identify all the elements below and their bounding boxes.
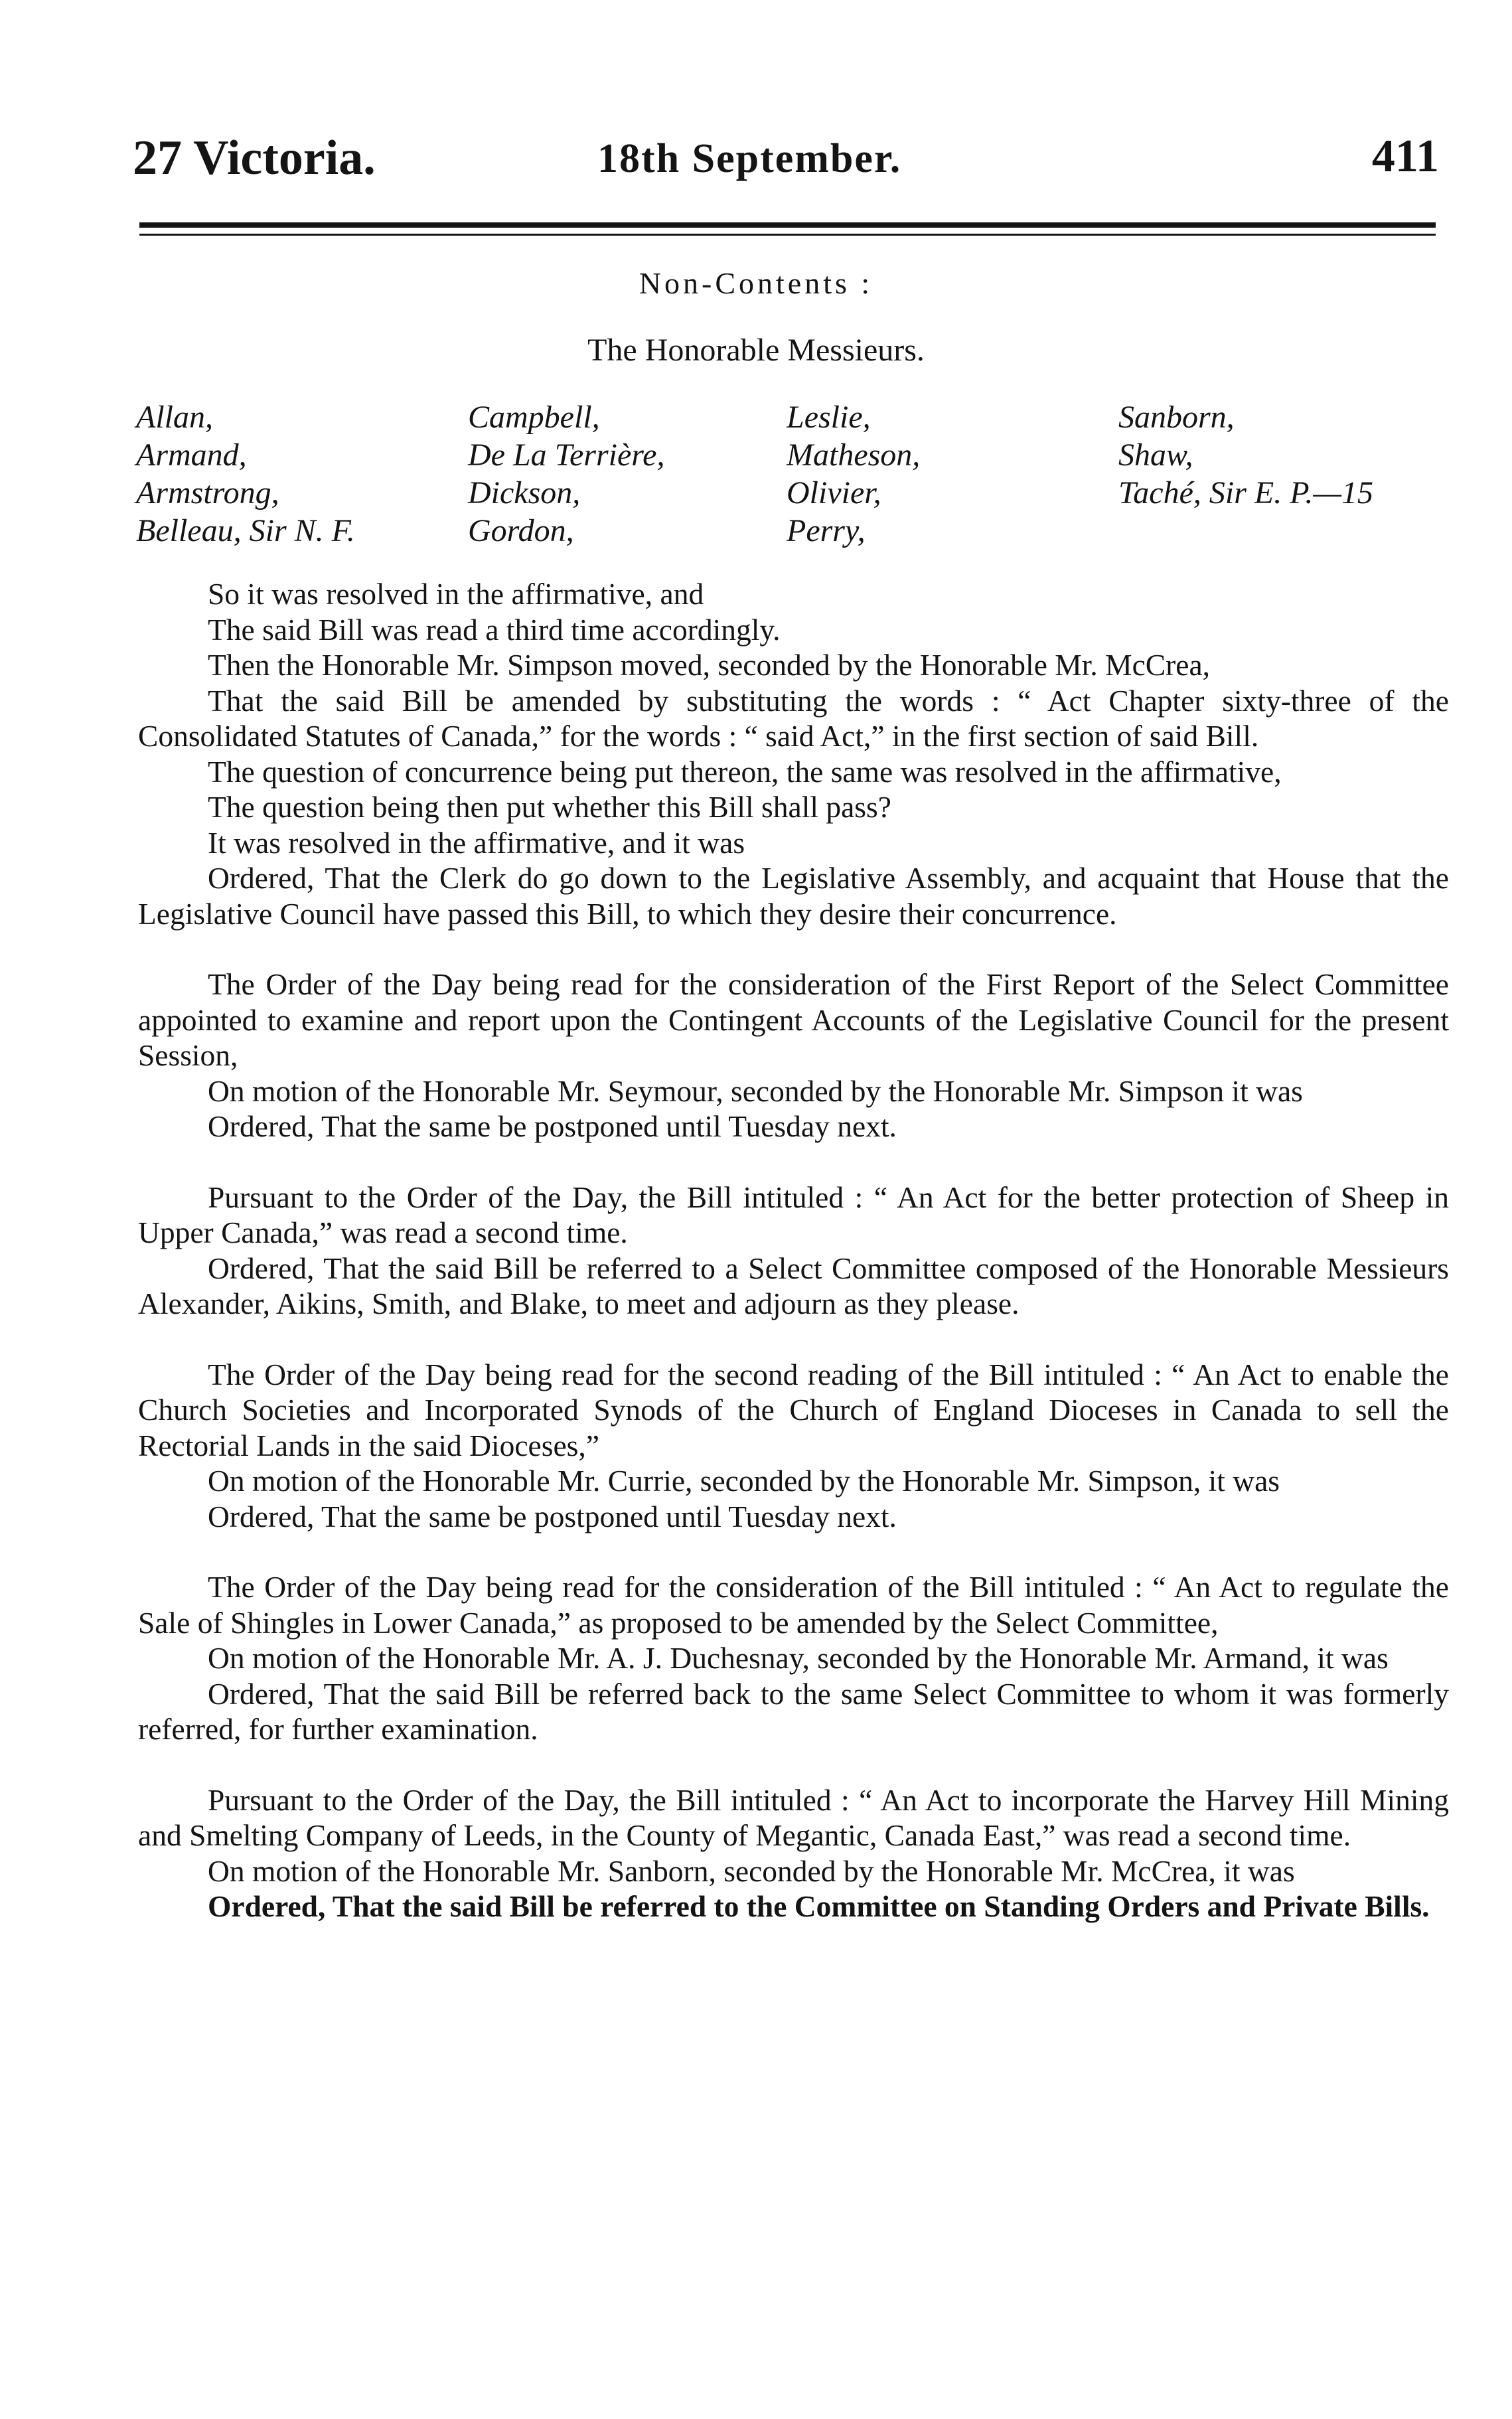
page-number: 411 — [1371, 131, 1439, 182]
paragraph: The Order of the Day being read for the consideration of the Bill intituled : “ An Act to regulate the Sale of Shingles in Lower Canada,” as proposed to be amended by the Select Committee, — [138, 1570, 1449, 1640]
names-column-2 — [468, 398, 664, 550]
header-rule-thick — [139, 222, 1436, 228]
paragraph: On motion of the Honorable Mr. A. J. Duchesnay, seconded by the Honorable Mr. Armand, it was — [208, 1641, 1389, 1675]
member-name: Matheson, — [787, 437, 921, 473]
paragraph: On motion of the Honorable Mr. Seymour, seconded by the Honorable Mr. Simpson it was — [208, 1073, 1303, 1108]
journal-body — [138, 576, 1449, 1924]
paragraph: The question of concurrence being put thereon, the same was resolved in the affirmative, — [208, 754, 1282, 789]
paragraph: Ordered, That the said Bill be referred to a Select Committee composed of the Honorable Messieurs Alexander, Aikins, Smith, and Blake, to meet and adjourn as they please. — [138, 1251, 1449, 1320]
division-subheading: The Honorable Messieurs. — [587, 333, 925, 368]
member-name: Campbell, — [468, 400, 600, 435]
paragraph: It was resolved in the affirmative, and it was — [208, 825, 745, 860]
paragraph: Ordered, That the same be postponed until Tuesday next. — [208, 1109, 897, 1143]
paragraph: The question being then put whether this Bill shall pass? — [208, 790, 891, 824]
paragraph: Pursuant to the Order of the Day, the Bill intituled : “ An Act to incorporate the Harvey Hill Mining and Smelting Company of Leeds, in the County of Megantic, Canada East,” was read a second time. — [138, 1782, 1449, 1852]
paragraph: On motion of the Honorable Mr. Currie, seconded by the Honorable Mr. Simpson, it was — [208, 1464, 1280, 1498]
member-name: Dickson, — [468, 475, 581, 510]
member-name: Belleau, Sir N. F. — [136, 513, 355, 548]
paragraph: The Order of the Day being read for the consideration of the First Report of the Select Committee appointed to examine and report upon the Contingent Accounts of the Legislative Council for the present Session, — [138, 967, 1449, 1072]
member-name: Leslie, — [787, 400, 871, 435]
paragraph: The Order of the Day being read for the second reading of the Bill intituled : “ An Act to enable the Church Societies and Incorporated Synods of the Church of England Dioceses in Canada to sell the Rectorial Lands in the said Dioceses,” — [138, 1357, 1449, 1462]
paragraph: Ordered, That the Clerk do go down to the Legislative Assembly, and acquaint that House that the Legislative Council have passed this Bill, to which they desire their concurrence. — [138, 861, 1449, 931]
header-volume: 27 Victoria. — [133, 131, 376, 185]
member-name: Armand, — [136, 437, 247, 473]
member-name: Gordon, — [468, 513, 574, 548]
running-header — [133, 130, 1439, 203]
names-column-3 — [787, 398, 920, 550]
member-name: Shaw, — [1118, 437, 1193, 473]
paragraph: Ordered, That the said Bill be referred to the Committee on Standing Orders and Private Bills. — [208, 1889, 1430, 1923]
member-name: Taché, Sir E. P.—15 — [1118, 475, 1374, 510]
paragraph: Ordered, That the said Bill be referred back to the same Select Committee to whom it was formerly referred, for further examination. — [138, 1676, 1449, 1746]
member-name: De La Terrière, — [468, 437, 665, 473]
non-contents-names — [136, 398, 1457, 571]
header-rule-thin — [139, 234, 1436, 236]
names-column-4 — [1118, 398, 1373, 512]
paragraph: So it was resolved in the affirmative, and — [208, 577, 704, 611]
paragraph: That the said Bill be amended by substituting the words : “ Act Chapter sixty-three of the Consolidated Statutes of Canada,” for the words : “ said Act,” in the first section of said Bill. — [138, 683, 1449, 753]
paragraph: Ordered, That the same be postponed until Tuesday next. — [208, 1499, 897, 1533]
member-name: Armstrong, — [136, 475, 279, 510]
header-date: 18th September. — [597, 136, 902, 181]
division-heading: Non-Contents : — [639, 266, 873, 300]
paragraph: On motion of the Honorable Mr. Sanborn, seconded by the Honorable Mr. McCrea, it was — [208, 1853, 1295, 1888]
member-name: Sanborn, — [1118, 400, 1235, 435]
member-name: Allan, — [136, 400, 213, 435]
member-name: Perry, — [787, 513, 866, 548]
names-column-1 — [136, 398, 355, 550]
member-name: Olivier, — [787, 475, 881, 510]
paragraph: Pursuant to the Order of the Day, the Bill intituled : “ An Act for the better protection of Sheep in Upper Canada,” was read a second time. — [138, 1180, 1449, 1249]
paragraph: Then the Honorable Mr. Simpson moved, seconded by the Honorable Mr. McCrea, — [208, 648, 1211, 682]
paragraph: The said Bill was read a third time accordingly. — [208, 612, 781, 647]
